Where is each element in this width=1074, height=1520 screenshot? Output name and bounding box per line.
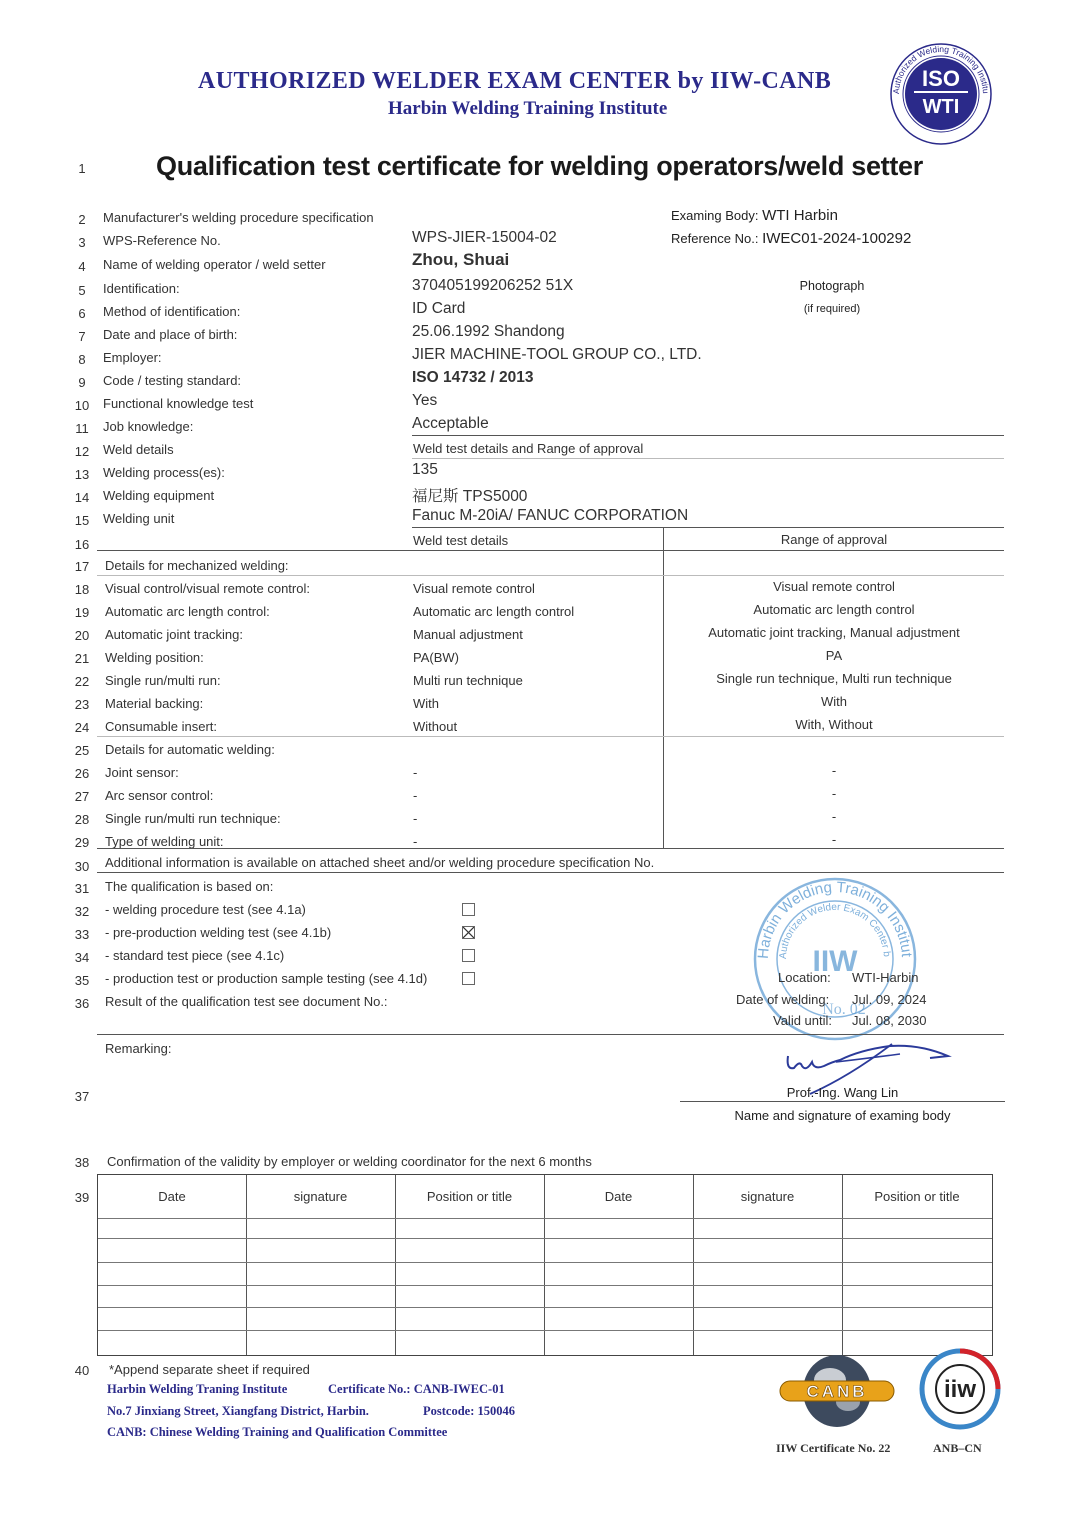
line-number: 20 <box>74 628 90 643</box>
location-label: Location: <box>778 970 831 985</box>
table-label: Joint sensor: <box>105 765 179 780</box>
col-header-signature: signature <box>740 1189 795 1204</box>
field-label: Identification: <box>103 281 180 296</box>
field-label: Weld details <box>103 442 174 457</box>
table-label: Automatic arc length control: <box>105 604 270 619</box>
table-label: Single run/multi run technique: <box>105 811 281 826</box>
field-value: Weld test details and Range of approval <box>413 441 644 456</box>
line-number: 33 <box>74 927 90 942</box>
field-label: Job knowledge: <box>103 419 194 434</box>
line-number: 28 <box>74 812 90 827</box>
valid-until-value: Jul. 08, 2030 <box>852 1013 927 1028</box>
range-header: Range of approval <box>780 532 888 547</box>
col-header-position: Position or title <box>426 1189 513 1204</box>
weld-test-detail: PA(BW) <box>413 650 459 665</box>
range-of-approval: With, Without <box>795 717 873 732</box>
footer-address: No.7 Jinxiang Street, Xiangfang District, Harbin. <box>107 1404 369 1418</box>
field-label: WPS-Reference No. <box>103 233 221 248</box>
weld-test-detail: Without <box>413 719 458 734</box>
line-number: 40 <box>74 1363 90 1378</box>
range-of-approval: - <box>831 809 837 824</box>
svg-text:WTI: WTI <box>922 96 960 118</box>
line-number: 37 <box>74 1089 90 1104</box>
stamp-number: No. 02 <box>822 1001 866 1018</box>
field-label: Method of identification: <box>103 304 241 319</box>
line-number: 10 <box>74 398 90 413</box>
weld-test-detail: - <box>413 834 418 849</box>
valid-until-label: Valid until: <box>773 1013 833 1028</box>
examining-body <box>671 207 838 224</box>
table-label: Visual control/visual remote control: <box>105 581 310 596</box>
field-label: Welding equipment <box>103 488 215 503</box>
append-note: *Append separate sheet if required <box>109 1362 310 1377</box>
line-number: 12 <box>74 444 90 459</box>
basis-label: - production test or production sample testing (see 4.1d) <box>105 971 428 986</box>
checkbox[interactable] <box>462 949 475 962</box>
range-of-approval: Single run technique, Multi run technique <box>716 671 952 686</box>
weld-test-detail: Automatic arc length control <box>413 604 575 619</box>
line-number: 25 <box>74 743 90 758</box>
line-number: 30 <box>74 859 90 874</box>
iiw-certificate: IIW Certificate No. 22 <box>776 1441 891 1455</box>
line-number: 14 <box>74 490 90 505</box>
field-value: Fanuc M-20iA/ FANUC CORPORATION <box>412 507 689 524</box>
details-header: Weld test details <box>413 533 509 548</box>
range-of-approval: With <box>821 694 847 709</box>
photograph-sub: (if required) <box>803 303 861 315</box>
field-value: Yes <box>412 392 438 409</box>
footer-org: Harbin Welding Traning Institute <box>107 1382 288 1396</box>
field-label: Functional knowledge test <box>103 396 254 411</box>
line-number: 6 <box>78 306 86 321</box>
basis-label: - welding procedure test (see 4.1a) <box>105 902 306 917</box>
line-number: 18 <box>74 582 90 597</box>
additional-info: Additional information is available on attached sheet and/or welding procedure specification No. <box>105 855 655 870</box>
field-value: 370405199206252 51X <box>412 277 574 294</box>
confirmation-table <box>97 1174 993 1356</box>
reference-label: Reference No.: <box>671 231 759 246</box>
line-number: 7 <box>78 329 86 344</box>
line-number: 36 <box>74 996 90 1011</box>
line-number: 23 <box>74 697 90 712</box>
examining-body-value: WTI Harbin <box>762 207 838 224</box>
field-label: Code / testing standard: <box>103 373 242 388</box>
examining-body-label: Examing Body: <box>671 208 759 223</box>
signature-caption: Name and signature of examing body <box>734 1108 951 1123</box>
certificate-title: Qualification test certificate for welding operators/weld setter <box>156 151 923 181</box>
line-number: 22 <box>74 674 90 689</box>
line-number: 39 <box>74 1190 90 1205</box>
reference-number <box>671 230 911 247</box>
line-number: 24 <box>74 720 90 735</box>
table-label: Arc sensor control: <box>105 788 214 803</box>
field-label: Date and place of birth: <box>103 327 238 342</box>
postcode-label: Postcode: <box>423 1404 475 1418</box>
line-number: 29 <box>74 835 90 850</box>
field-value: ID Card <box>412 300 466 317</box>
range-of-approval: PA <box>825 648 843 663</box>
field-value: Zhou, Shuai <box>412 250 510 269</box>
table-label: Welding position: <box>105 650 204 665</box>
col-header-signature: signature <box>293 1189 348 1204</box>
table-label: Details for automatic welding: <box>105 742 275 757</box>
weld-test-detail: Visual remote control <box>413 581 535 596</box>
remark-label: Remarking: <box>105 1041 172 1056</box>
reference-value: IWEC01-2024-100292 <box>762 230 912 247</box>
field-value: 福尼斯 TPS5000 <box>412 488 528 505</box>
range-of-approval: Visual remote control <box>773 579 895 594</box>
iso-wti-logo <box>886 42 996 146</box>
field-value: Acceptable <box>412 415 489 432</box>
line-number: 11 <box>75 421 89 436</box>
weld-test-detail: - <box>413 811 418 826</box>
field-label: Welding process(es): <box>103 465 225 480</box>
footer-cert <box>328 1382 505 1397</box>
line-number: 3 <box>78 235 86 250</box>
table-label: Type of welding unit: <box>105 834 224 849</box>
svg-text:ISO: ISO <box>922 66 960 91</box>
range-of-approval: Automatic arc length control <box>753 602 915 617</box>
line-number: 34 <box>74 950 90 965</box>
iiw-logo-text: iiw <box>943 1376 977 1403</box>
confirmation-label: Confirmation of the validity by employer or welding coordinator for the next 6 months <box>107 1154 592 1169</box>
basis-label: - standard test piece (see 4.1c) <box>105 948 285 963</box>
line-number: 17 <box>74 559 90 574</box>
field-value: WPS-JIER-15004-02 <box>412 229 557 246</box>
field-label: Manufacturer's welding procedure specification <box>103 210 374 225</box>
field-value: ISO 14732 / 2013 <box>412 369 534 386</box>
line-number: 27 <box>74 789 90 804</box>
canb-logo <box>778 1350 896 1432</box>
iiw-logo <box>917 1346 1003 1432</box>
line-number: 26 <box>74 766 90 781</box>
line-number: 2 <box>78 212 86 227</box>
header-subtitle: Harbin Welding Training Institute <box>388 98 668 119</box>
field-label: Name of welding operator / weld setter <box>103 257 326 272</box>
checkbox-checked[interactable] <box>462 926 475 939</box>
date-of-welding-label: Date of welding: <box>736 992 830 1007</box>
checkbox[interactable] <box>462 903 475 916</box>
table-label: Consumable insert: <box>105 719 217 734</box>
footer-postcode <box>423 1404 515 1419</box>
range-of-approval: Automatic joint tracking, Manual adjustment <box>708 625 960 640</box>
col-header-position: Position or title <box>874 1189 960 1204</box>
basis-label: - pre-production welding test (see 4.1b) <box>105 925 332 940</box>
basis-label: The qualification is based on: <box>105 879 274 894</box>
line-number: 15 <box>74 513 90 528</box>
weld-test-detail: - <box>413 765 418 780</box>
stamp-center: IIW <box>812 945 858 978</box>
field-value: JIER MACHINE-TOOL GROUP CO., LTD. <box>412 346 702 363</box>
photograph-label: Photograph <box>799 279 865 293</box>
line-number: 16 <box>74 537 90 552</box>
table-label: Automatic joint tracking: <box>105 627 244 642</box>
table-label: Material backing: <box>105 696 204 711</box>
line-number: 8 <box>78 352 86 367</box>
checkbox[interactable] <box>462 972 475 985</box>
cert-value: CANB-IWEC-01 <box>413 1382 505 1396</box>
field-value: 135 <box>412 461 438 478</box>
line-number: 13 <box>74 467 90 482</box>
range-of-approval: - <box>831 832 837 847</box>
stamp-inner-text: Authorized Welder Exam Center b <box>777 901 893 960</box>
canb-logo-text: CANB <box>806 1382 868 1401</box>
line-number: 1 <box>78 161 86 176</box>
line-number: 4 <box>78 259 86 274</box>
footer-canb: CANB: Chinese Welding Training and Qualification Committee <box>107 1425 448 1439</box>
field-label: Welding unit <box>103 511 175 526</box>
line-number: 9 <box>78 375 86 390</box>
line-number: 31 <box>74 881 90 896</box>
anb-code: ANB–CN <box>933 1441 982 1455</box>
line-number: 35 <box>74 973 90 988</box>
line-number: 38 <box>74 1155 90 1170</box>
col-header-date: Date <box>604 1189 633 1204</box>
weld-test-detail: With <box>413 696 439 711</box>
weld-test-detail: Manual adjustment <box>413 627 523 642</box>
date-of-welding-value: Jul. 09, 2024 <box>852 992 927 1007</box>
field-value: 25.06.1992 Shandong <box>412 323 565 340</box>
table-label: Single run/multi run: <box>105 673 221 688</box>
field-label: Employer: <box>103 350 162 365</box>
range-of-approval: - <box>831 763 837 778</box>
weld-test-detail: Multi run technique <box>413 673 523 688</box>
postcode-value: 150046 <box>477 1404 515 1418</box>
cert-label: Certificate No.: <box>328 1382 411 1396</box>
signer-name: Prof.-Ing. Wang Lin <box>786 1085 899 1100</box>
line-number: 32 <box>74 904 90 919</box>
logo-ring-text: Authorized Welding Training Institu <box>890 43 992 95</box>
header-title: AUTHORIZED WELDER EXAM CENTER by IIW-CANB <box>198 68 832 94</box>
basis-label: Result of the qualification test see document No.: <box>105 994 388 1009</box>
table-label: Details for mechanized welding: <box>105 558 289 573</box>
stamp-ring-text: Harbin Welding Training Institut <box>754 878 915 960</box>
range-of-approval: - <box>831 786 837 801</box>
line-number: 19 <box>74 605 90 620</box>
line-number: 21 <box>74 651 90 666</box>
location-value: WTI-Harbin <box>852 970 919 985</box>
col-header-date: Date <box>158 1189 186 1204</box>
line-number: 5 <box>78 283 86 298</box>
weld-test-detail: - <box>413 788 418 803</box>
